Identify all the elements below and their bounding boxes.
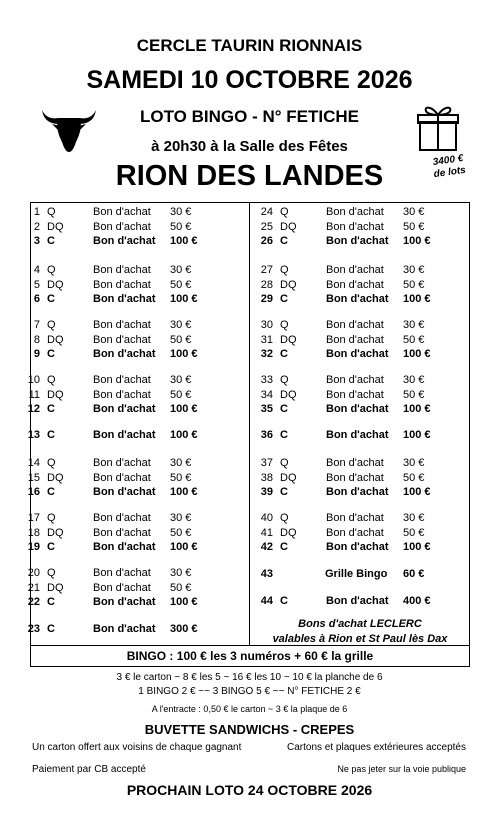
lot-value: 50 €	[403, 527, 425, 539]
lot-value: 100 €	[170, 596, 198, 608]
lot-row	[253, 205, 463, 219]
lot-row	[253, 220, 463, 234]
lot-game-type: DQ	[47, 582, 64, 594]
lot-row	[20, 278, 230, 292]
lot-number: 2	[33, 221, 40, 233]
lot-row	[20, 581, 230, 595]
lot-number: 1	[33, 206, 40, 218]
lot-label: Bon d'achat	[93, 235, 156, 247]
lot-label: Bon d'achat	[93, 403, 156, 415]
gift-icon	[416, 100, 460, 152]
lot-value: 50 €	[403, 334, 425, 346]
lot-row	[20, 471, 230, 485]
lot-value: 100 €	[403, 541, 431, 553]
lot-game-type: C	[47, 541, 55, 553]
lot-label: Bon d'achat	[326, 334, 384, 346]
lot-game-type: Q	[47, 264, 56, 276]
lot-row	[20, 234, 230, 248]
lot-label: Bon d'achat	[326, 264, 384, 276]
leclerc-note	[250, 617, 470, 647]
lot-label: Bon d'achat	[93, 567, 151, 579]
lot-value: 30 €	[403, 319, 425, 331]
lot-row	[253, 594, 463, 608]
lot-game-type: Q	[47, 374, 56, 386]
lot-number: 41	[260, 527, 273, 539]
lot-row	[253, 428, 463, 442]
lot-row	[253, 373, 463, 387]
lot-game-type: Q	[47, 206, 56, 218]
price-line-1: 3 € le carton ~ 8 € les 5 ~ 16 € les 10 ~ 10 € la planche de 6	[116, 672, 383, 683]
lot-number: 37	[260, 457, 273, 469]
lot-row	[253, 511, 463, 525]
prize-total-label: de lots	[433, 164, 467, 181]
lot-game-type: Q	[280, 512, 289, 524]
lot-number: 18	[27, 527, 40, 539]
lot-row	[253, 540, 463, 554]
lot-label: Bon d'achat	[326, 472, 384, 484]
lot-number: 15	[27, 472, 40, 484]
lot-label: Bon d'achat	[93, 348, 156, 360]
lot-row	[253, 292, 463, 306]
bingo-banner: BINGO : 100 € les 3 numéros + 60 € la grille	[30, 645, 470, 667]
lot-number: 25	[260, 221, 273, 233]
lot-value: 50 €	[403, 472, 425, 484]
lot-game-type: C	[47, 596, 55, 608]
lot-game-type: DQ	[280, 527, 297, 539]
lot-row	[20, 220, 230, 234]
lot-row	[253, 333, 463, 347]
lot-value: 100 €	[403, 486, 431, 498]
lot-value: 50 €	[170, 279, 192, 291]
lot-number: 42	[260, 541, 273, 553]
lot-number: 24	[260, 206, 273, 218]
leclerc-note-line2: valables à Rion et St Paul lès Dax	[272, 633, 448, 645]
lot-label: Bon d'achat	[93, 596, 156, 608]
lot-number: 31	[260, 334, 273, 346]
lot-number: 10	[27, 374, 40, 386]
lot-value: 30 €	[403, 206, 425, 218]
lot-label: Bon d'achat	[93, 541, 156, 553]
lot-value: 60 €	[403, 568, 425, 580]
lot-row	[253, 456, 463, 470]
lot-label: Bon d'achat	[326, 541, 389, 553]
lot-label: Bon d'achat	[326, 374, 384, 386]
lot-game-type: Q	[280, 457, 289, 469]
lot-value: 30 €	[170, 512, 192, 524]
lot-game-type: C	[280, 429, 288, 441]
lot-game-type: C	[47, 235, 55, 247]
lot-row	[253, 526, 463, 540]
lot-row	[20, 595, 230, 609]
lot-row	[20, 428, 230, 442]
info-right-2: Ne pas jeter sur la voie publique	[337, 764, 466, 774]
lot-number: 20	[27, 567, 40, 579]
lot-row	[253, 347, 463, 361]
lot-row	[253, 318, 463, 332]
info-right-1: Cartons et plaques extérieures acceptés	[287, 742, 466, 753]
lot-game-type: DQ	[47, 389, 64, 401]
lot-label: Bon d'achat	[326, 293, 389, 305]
lot-number: 23	[27, 623, 40, 635]
lot-label: Bon d'achat	[93, 319, 151, 331]
lot-game-type: C	[280, 403, 288, 415]
lot-row	[20, 263, 230, 277]
lot-label: Bon d'achat	[93, 486, 156, 498]
lot-label: Bon d'achat	[326, 389, 384, 401]
lot-label: Bon d'achat	[93, 279, 151, 291]
lot-label: Bon d'achat	[326, 348, 389, 360]
lot-value: 100 €	[170, 429, 198, 441]
lot-number: 32	[260, 348, 273, 360]
lot-game-type: Q	[280, 206, 289, 218]
lot-number: 6	[33, 293, 40, 305]
lot-number: 22	[27, 596, 40, 608]
lot-game-type: Q	[47, 567, 56, 579]
lot-number: 26	[260, 235, 273, 247]
lot-number: 27	[260, 264, 273, 276]
lot-value: 100 €	[403, 403, 431, 415]
lot-row	[253, 402, 463, 416]
next-loto: PROCHAIN LOTO 24 OCTOBRE 2026	[126, 782, 373, 798]
lot-number: 13	[27, 429, 40, 441]
lot-label: Bon d'achat	[93, 221, 151, 233]
lot-row	[253, 278, 463, 292]
lot-number: 19	[27, 541, 40, 553]
lot-label: Bon d'achat	[326, 319, 384, 331]
lot-row	[253, 471, 463, 485]
lot-label: Bon d'achat	[326, 512, 384, 524]
price-line-2: 1 BINGO 2 € ~~ 3 BINGO 5 € ~~ N° FETICHE 2 €	[138, 686, 361, 697]
lot-label: Bon d'achat	[326, 206, 384, 218]
lot-row	[253, 485, 463, 499]
lot-label: Bon d'achat	[93, 374, 151, 386]
lot-number: 8	[33, 334, 40, 346]
lot-number: 44	[260, 595, 273, 607]
lot-number: 40	[260, 512, 273, 524]
lot-label: Bon d'achat	[93, 206, 151, 218]
lot-label: Bon d'achat	[326, 595, 389, 607]
lot-label: Bon d'achat	[93, 457, 151, 469]
lot-value: 30 €	[403, 457, 425, 469]
lot-game-type: C	[280, 595, 288, 607]
lot-value: 50 €	[170, 582, 192, 594]
lot-value: 30 €	[170, 457, 192, 469]
lot-label: Bon d'achat	[326, 403, 389, 415]
lot-value: 30 €	[170, 319, 192, 331]
lot-game-type: C	[47, 486, 55, 498]
lot-label: Bon d'achat	[93, 527, 151, 539]
lot-number: 21	[27, 582, 40, 594]
lot-row	[20, 292, 230, 306]
lot-game-type: C	[47, 293, 55, 305]
lot-label: Bon d'achat	[326, 235, 389, 247]
lot-value: 100 €	[403, 348, 431, 360]
lot-row	[20, 205, 230, 219]
lot-value: 300 €	[170, 623, 198, 635]
lot-game-type: DQ	[47, 279, 64, 291]
lot-game-type: DQ	[280, 221, 297, 233]
lot-number: 29	[260, 293, 273, 305]
lot-label: Bon d'achat	[93, 389, 151, 401]
lot-number: 14	[27, 457, 40, 469]
lot-game-type: DQ	[47, 472, 64, 484]
info-left-2: Paiement par CB accepté	[32, 764, 146, 775]
lot-label: Bon d'achat	[93, 264, 151, 276]
lot-number: 35	[260, 403, 273, 415]
event-type: LOTO BINGO - N° FETICHE	[140, 107, 359, 126]
lot-label: Bon d'achat	[93, 512, 151, 524]
lot-value: 100 €	[170, 486, 198, 498]
lot-label: Bon d'achat	[93, 429, 156, 441]
lot-value: 100 €	[170, 235, 198, 247]
lot-value: 30 €	[403, 374, 425, 386]
lot-value: 100 €	[170, 348, 198, 360]
lot-game-type: C	[280, 541, 288, 553]
lot-row	[20, 622, 230, 636]
lot-value: 30 €	[403, 264, 425, 276]
event-place: à 20h30 à la Salle des Fêtes	[151, 138, 348, 155]
lot-game-type: DQ	[280, 389, 297, 401]
lot-game-type: C	[47, 623, 55, 635]
lot-game-type: C	[47, 429, 55, 441]
lot-value: 100 €	[403, 429, 431, 441]
lot-number: 30	[260, 319, 273, 331]
lot-row	[253, 263, 463, 277]
lot-value: 50 €	[403, 389, 425, 401]
lot-value: 50 €	[170, 334, 192, 346]
lot-row	[20, 526, 230, 540]
lot-label: Bon d'achat	[326, 279, 384, 291]
lot-value: 50 €	[170, 389, 192, 401]
lot-value: 100 €	[170, 541, 198, 553]
lot-game-type: Q	[280, 374, 289, 386]
bull-head-icon	[40, 104, 98, 154]
lot-label: Bon d'achat	[93, 623, 156, 635]
event-town: RION DES LANDES	[115, 160, 384, 192]
lot-number: 5	[33, 279, 40, 291]
lot-number: 36	[260, 429, 273, 441]
lot-game-type: DQ	[280, 472, 297, 484]
event-date: SAMEDI 10 OCTOBRE 2026	[86, 66, 413, 94]
lot-value: 30 €	[170, 567, 192, 579]
lot-value: 100 €	[170, 293, 198, 305]
lot-game-type: DQ	[47, 221, 64, 233]
lot-game-type: Q	[47, 319, 56, 331]
lot-game-type: DQ	[280, 334, 297, 346]
lot-label: Bon d'achat	[326, 429, 389, 441]
lot-row	[20, 333, 230, 347]
lot-number: 28	[260, 279, 273, 291]
lot-row	[20, 388, 230, 402]
lot-number: 3	[33, 235, 40, 247]
lot-label: Bon d'achat	[93, 582, 151, 594]
lot-value: 100 €	[403, 293, 431, 305]
lot-value: 50 €	[403, 279, 425, 291]
lot-value: 50 €	[170, 221, 192, 233]
lot-row	[253, 388, 463, 402]
lot-value: 50 €	[170, 472, 192, 484]
lot-number: 16	[27, 486, 40, 498]
lot-number: 7	[33, 319, 40, 331]
lot-game-type: Q	[47, 512, 56, 524]
lot-row	[20, 347, 230, 361]
lot-row	[253, 234, 463, 248]
prize-total-amount: 3400 €	[432, 152, 465, 169]
lot-row	[20, 511, 230, 525]
lot-game-type: Q	[47, 457, 56, 469]
lot-game-type: C	[47, 403, 55, 415]
grid-divider	[249, 202, 250, 646]
lot-value: 30 €	[403, 512, 425, 524]
lot-label: Grille Bingo	[325, 568, 388, 580]
lot-value: 50 €	[403, 221, 425, 233]
lot-value: 100 €	[170, 403, 198, 415]
lot-value: 30 €	[170, 264, 192, 276]
lot-number: 43	[260, 568, 273, 580]
lot-game-type: DQ	[47, 527, 64, 539]
lot-game-type: Q	[280, 319, 289, 331]
lot-number: 34	[260, 389, 273, 401]
lot-label: Bon d'achat	[326, 486, 389, 498]
lot-row	[20, 318, 230, 332]
organizer-title: CERCLE TAURIN RIONNAIS	[136, 36, 363, 55]
lot-number: 39	[260, 486, 273, 498]
leclerc-note-line1: Bons d'achat LECLERC	[298, 618, 422, 630]
lot-number: 4	[33, 264, 40, 276]
lot-value: 100 €	[403, 235, 431, 247]
lot-row	[20, 402, 230, 416]
lot-number: 33	[260, 374, 273, 386]
lot-game-type: C	[280, 293, 288, 305]
lot-game-type: DQ	[280, 279, 297, 291]
lot-row	[20, 456, 230, 470]
lot-game-type: C	[280, 486, 288, 498]
lot-label: Bon d'achat	[326, 221, 384, 233]
lot-game-type: C	[280, 348, 288, 360]
lot-label: Bon d'achat	[326, 527, 384, 539]
lot-row	[253, 567, 463, 581]
lot-game-type: Q	[280, 264, 289, 276]
lot-game-type: C	[47, 348, 55, 360]
lot-value: 50 €	[170, 527, 192, 539]
price-line-3: A l'entracte : 0,50 € le carton ~ 3 € la plaque de 6	[151, 704, 348, 714]
lot-label: Bon d'achat	[326, 457, 384, 469]
lot-number: 11	[28, 389, 40, 401]
lot-number: 17	[27, 512, 40, 524]
lot-value: 400 €	[403, 595, 431, 607]
buvette-title: BUVETTE SANDWICHS - CREPES	[144, 722, 355, 737]
lot-label: Bon d'achat	[93, 334, 151, 346]
lot-row	[20, 540, 230, 554]
lot-number: 38	[260, 472, 273, 484]
lot-row	[20, 373, 230, 387]
lot-row	[20, 566, 230, 580]
lot-number: 12	[27, 403, 40, 415]
lot-number: 9	[33, 348, 40, 360]
lot-row	[20, 485, 230, 499]
lot-value: 30 €	[170, 374, 192, 386]
info-left-1: Un carton offert aux voisins de chaque gagnant	[32, 742, 242, 753]
lot-game-type: DQ	[47, 334, 64, 346]
lot-label: Bon d'achat	[93, 293, 156, 305]
lot-game-type: C	[280, 235, 288, 247]
lot-value: 30 €	[170, 206, 192, 218]
lot-label: Bon d'achat	[93, 472, 151, 484]
